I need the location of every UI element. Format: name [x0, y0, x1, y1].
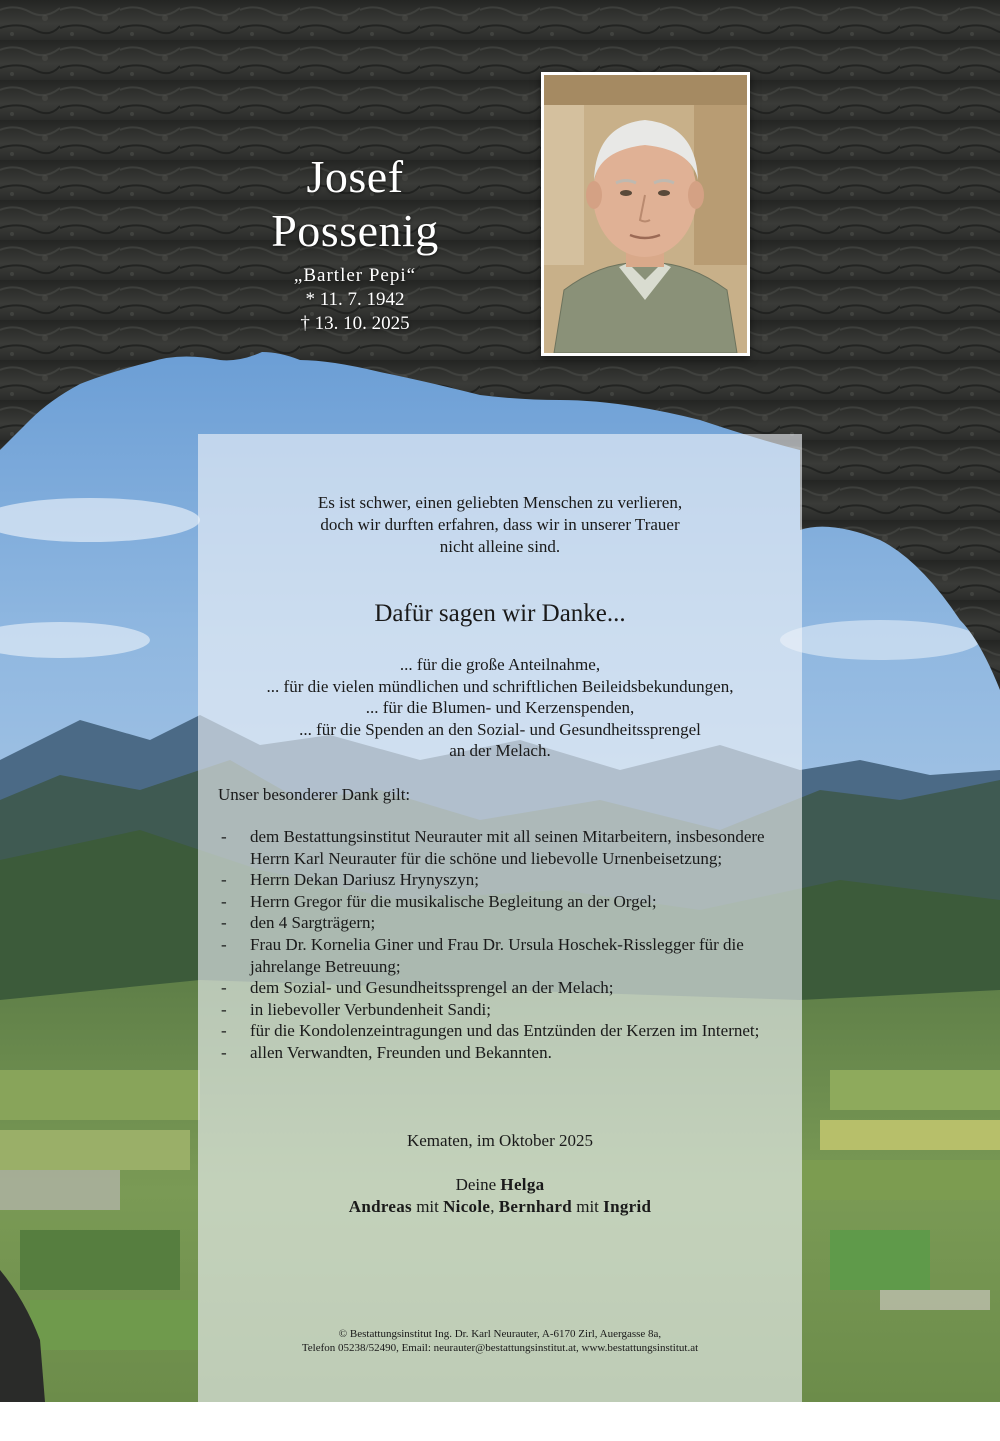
death-date: † 13. 10. 2025 [300, 313, 410, 334]
special-thanks-label: Unser besonderer Dank gilt: [218, 785, 411, 804]
thanks-lines [198, 654, 802, 762]
last-name: Possenig [271, 205, 439, 256]
family-mit: mit [416, 1197, 439, 1216]
family-deine: Deine [455, 1175, 497, 1194]
footer-line: © Bestattungsinstitut Ing. Dr. Karl Neurauter, A-6170 Zirl, Auergasse 8a, [338, 1328, 662, 1340]
intro-line: doch wir durften erfahren, dass wir in unserer Trauer [320, 515, 680, 534]
thanks-line: ... für die Blumen- und Kerzenspenden, [365, 698, 635, 717]
list-item: - Herrn Gregor für die musikalische Begleitung an der Orgel; [218, 891, 788, 913]
list-item: - für die Kondolenzeintragungen und das Entzünden der Kerzen im Internet; [218, 1020, 788, 1042]
intro-text [198, 492, 802, 558]
headline: Dafür sagen wir Danke... [374, 600, 626, 627]
first-name: Josef [306, 151, 404, 202]
family-nicole: Nicole [443, 1197, 491, 1216]
thanks-line: ... für die Spenden an den Sozial- und Gesundheitssprengel [299, 719, 701, 739]
birth-date: * 11. 7. 1942 [305, 289, 405, 310]
thank-you-panel [198, 434, 802, 1402]
portrait-photo [541, 72, 750, 356]
deceased-header [210, 150, 500, 336]
intro-line: nicht alleine sind. [439, 537, 561, 556]
list-item: - in liebevoller Verbundenheit Sandi; [218, 999, 788, 1021]
thanks-line: ... für die große Anteilnahme, [399, 655, 601, 674]
family-andreas: Andreas [348, 1197, 412, 1216]
family-signature [198, 1174, 802, 1218]
footer-line: Telefon 05238/52490, Email: neurauter@bestattungsinstitut.at, www.bestattungsinstitut.at [301, 1342, 699, 1354]
list-item: - allen Verwandten, Freunden und Bekannten. [218, 1042, 788, 1064]
intro-line: Es ist schwer, einen geliebten Menschen zu verlieren, [317, 493, 683, 512]
thanks-line: an der Melach. [449, 741, 551, 760]
place-date: Kematen, im Oktober 2025 [406, 1131, 593, 1150]
family-bernhard: Bernhard [498, 1197, 572, 1216]
list-item: - den 4 Sargträgern; [218, 912, 788, 934]
nickname: „Bartler Pepi“ [293, 265, 417, 286]
family-helga: Helga [500, 1175, 545, 1194]
portrait-illustration [544, 75, 747, 353]
family-line-2 [198, 1196, 802, 1218]
thanks-line: ... für die vielen mündlichen und schriftlichen Beileidsbekundungen, [266, 676, 734, 696]
list-item: - dem Sozial- und Gesundheitssprengel an der Melach; [218, 977, 788, 999]
thanks-list [218, 826, 788, 1064]
list-item: - Herrn Dekan Dariusz Hrynyszyn; [218, 869, 788, 891]
family-line-1 [198, 1174, 802, 1196]
family-ingrid: Ingrid [603, 1197, 652, 1216]
list-item: - Frau Dr. Kornelia Giner und Frau Dr. Ursula Hoschek-Risslegger für die jahrelange Betreuung; [218, 934, 788, 977]
footer-imprint [198, 1327, 802, 1355]
family-comma: , [490, 1197, 495, 1216]
family-mit: mit [576, 1197, 599, 1216]
list-item: - dem Bestattungsinstitut Neurauter mit all seinen Mitarbeitern, insbesondere Herrn Karl Neurauter für die schöne und liebevolle Urnenbeisetzung; [218, 826, 788, 869]
